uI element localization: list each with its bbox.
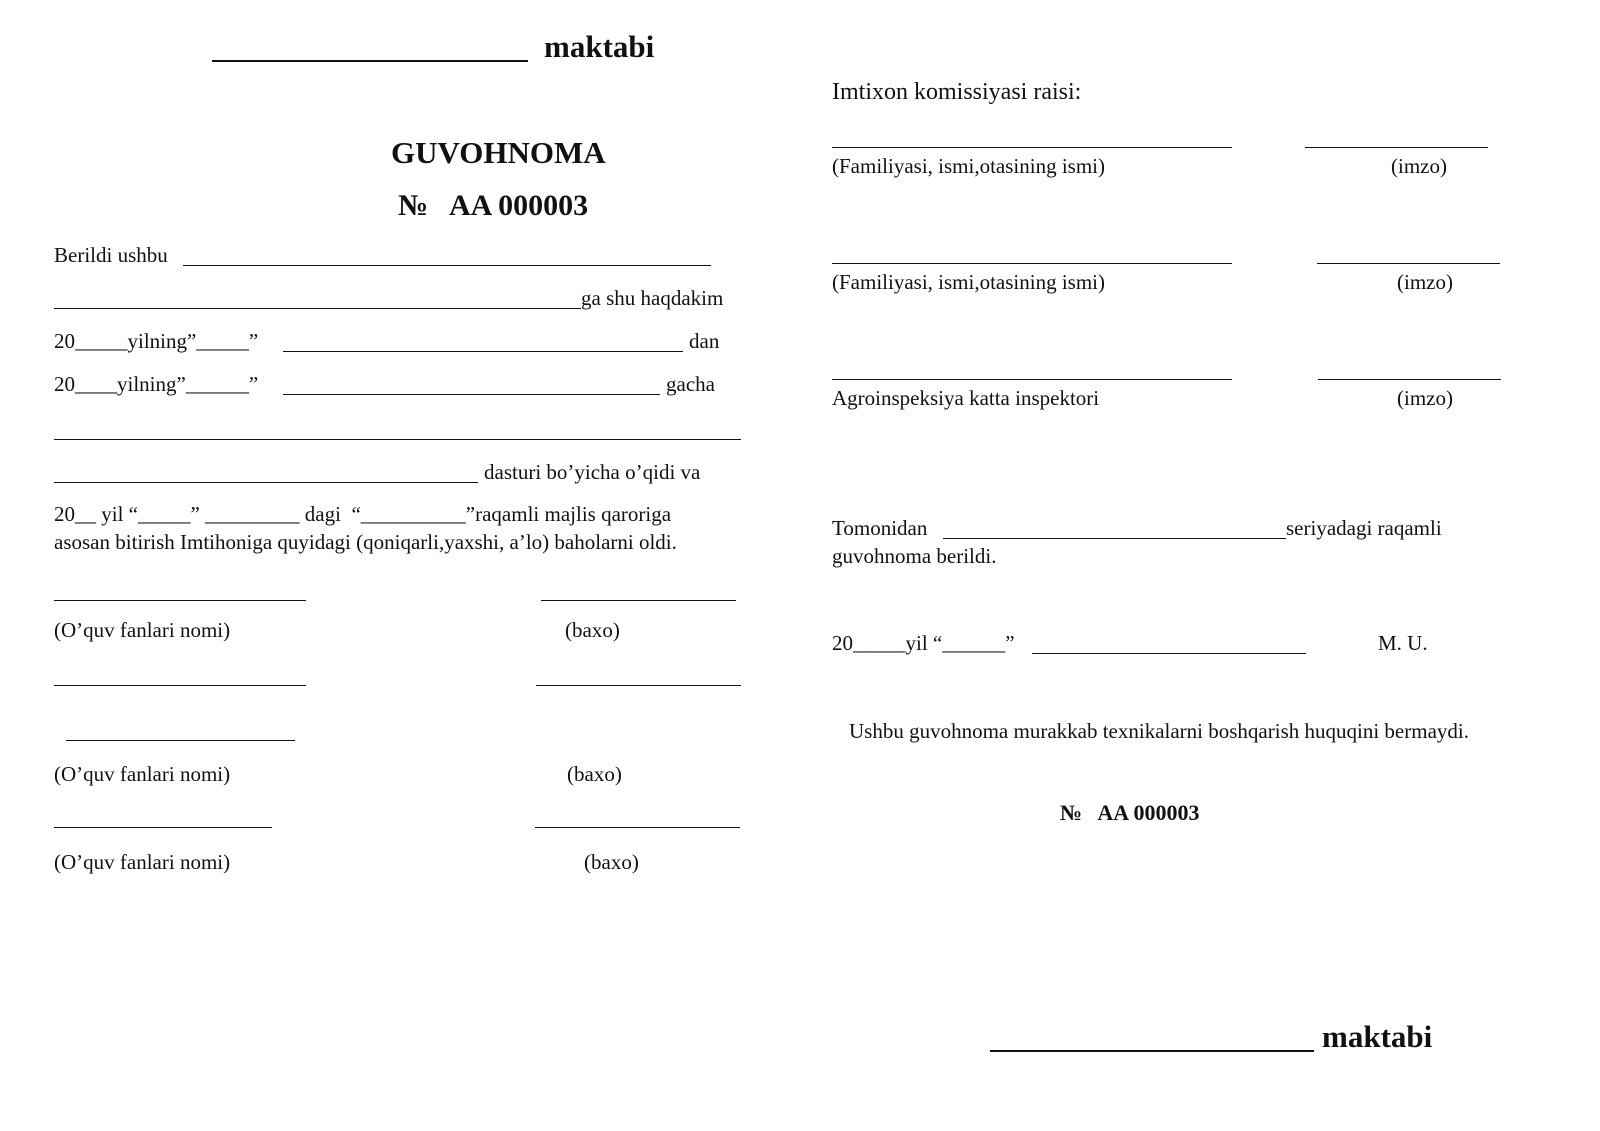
exam-result-text: asosan bitirish Imtihoniga quyidagi (qoniqarli,yaxshi, a’lo) baholarni oldi. xyxy=(54,530,677,554)
grade-label: (baxo) xyxy=(565,618,620,642)
program-label: dasturi bo’yicha o’qidi va xyxy=(484,460,701,484)
school-name-blank[interactable] xyxy=(212,60,528,62)
certificate-title: GUVOHNOMA xyxy=(391,135,606,170)
issued-by-blank[interactable] xyxy=(943,538,1286,539)
grade-blank[interactable] xyxy=(541,600,736,601)
confirm-label: ga shu haqdakim xyxy=(581,286,724,310)
meeting-decision-text: 20__ yil “_____” _________ dagi “__________”raqamli majlis qaroriga xyxy=(54,502,672,526)
subject-blank[interactable] xyxy=(54,685,306,686)
subject-label: (O’quv fanlari nomi) xyxy=(54,850,231,874)
start-date-label: 20_____yilning”_____” xyxy=(54,329,259,353)
end-date-label: 20____yilning”______” xyxy=(54,372,259,396)
grade-blank[interactable] xyxy=(535,827,740,828)
issue-date-label: 20_____yil “______” xyxy=(832,631,1015,655)
series-label: seriyadagi raqamli xyxy=(1286,516,1442,540)
signature-label: (imzo) xyxy=(1397,270,1453,294)
issued-by-label: Tomonidan xyxy=(832,516,928,540)
certificate-number: № AA 000003 xyxy=(398,189,589,222)
issued-to-label: Berildi ushbu xyxy=(54,243,168,267)
rights-note: Ushbu guvohnoma murakkab texnikalarni boshqarish huquqini bermaydi. xyxy=(849,719,1469,743)
inspector-label: Agroinspeksiya katta inspektori xyxy=(832,386,1100,410)
recipient-name-blank-2[interactable] xyxy=(54,308,581,309)
signature-blank[interactable] xyxy=(1318,379,1501,380)
subject-blank[interactable] xyxy=(54,600,306,601)
signature-name-blank[interactable] xyxy=(832,147,1232,148)
until-label: gacha xyxy=(666,372,715,396)
commission-chair-label: Imtixon komissiyasi raisi: xyxy=(832,79,1082,105)
subject-label: (O’quv fanlari nomi) xyxy=(54,762,231,786)
signature-label: (imzo) xyxy=(1391,154,1447,178)
recipient-name-blank[interactable] xyxy=(183,265,711,266)
signature-blank[interactable] xyxy=(1317,263,1500,264)
signature-name-label: (Familiyasi, ismi,otasining ismi) xyxy=(832,270,1105,294)
end-date-blank[interactable] xyxy=(283,394,660,395)
subject-blank[interactable] xyxy=(54,827,272,828)
school-name-blank[interactable] xyxy=(990,1050,1314,1052)
signature-name-blank[interactable] xyxy=(832,263,1232,264)
grade-label: (baxo) xyxy=(584,850,639,874)
signature-name-blank[interactable] xyxy=(832,379,1232,380)
grade-blank[interactable] xyxy=(536,685,741,686)
school-suffix: maktabi xyxy=(1322,1019,1433,1054)
program-blank[interactable] xyxy=(54,439,741,440)
from-label: dan xyxy=(689,329,720,353)
program-blank-2[interactable] xyxy=(54,482,478,483)
issue-date-blank[interactable] xyxy=(1032,653,1306,654)
subject-blank[interactable] xyxy=(66,740,295,741)
certificate-number-bottom: № AA 000003 xyxy=(1060,800,1200,825)
stamp-label: M. U. xyxy=(1378,631,1428,655)
issued-text: guvohnoma berildi. xyxy=(832,544,997,568)
grade-label: (baxo) xyxy=(567,762,622,786)
signature-label: (imzo) xyxy=(1397,386,1453,410)
school-suffix: maktabi xyxy=(544,29,655,64)
signature-name-label: (Familiyasi, ismi,otasining ismi) xyxy=(832,154,1105,178)
subject-label: (O’quv fanlari nomi) xyxy=(54,618,231,642)
signature-blank[interactable] xyxy=(1305,147,1488,148)
start-date-blank[interactable] xyxy=(283,351,683,352)
